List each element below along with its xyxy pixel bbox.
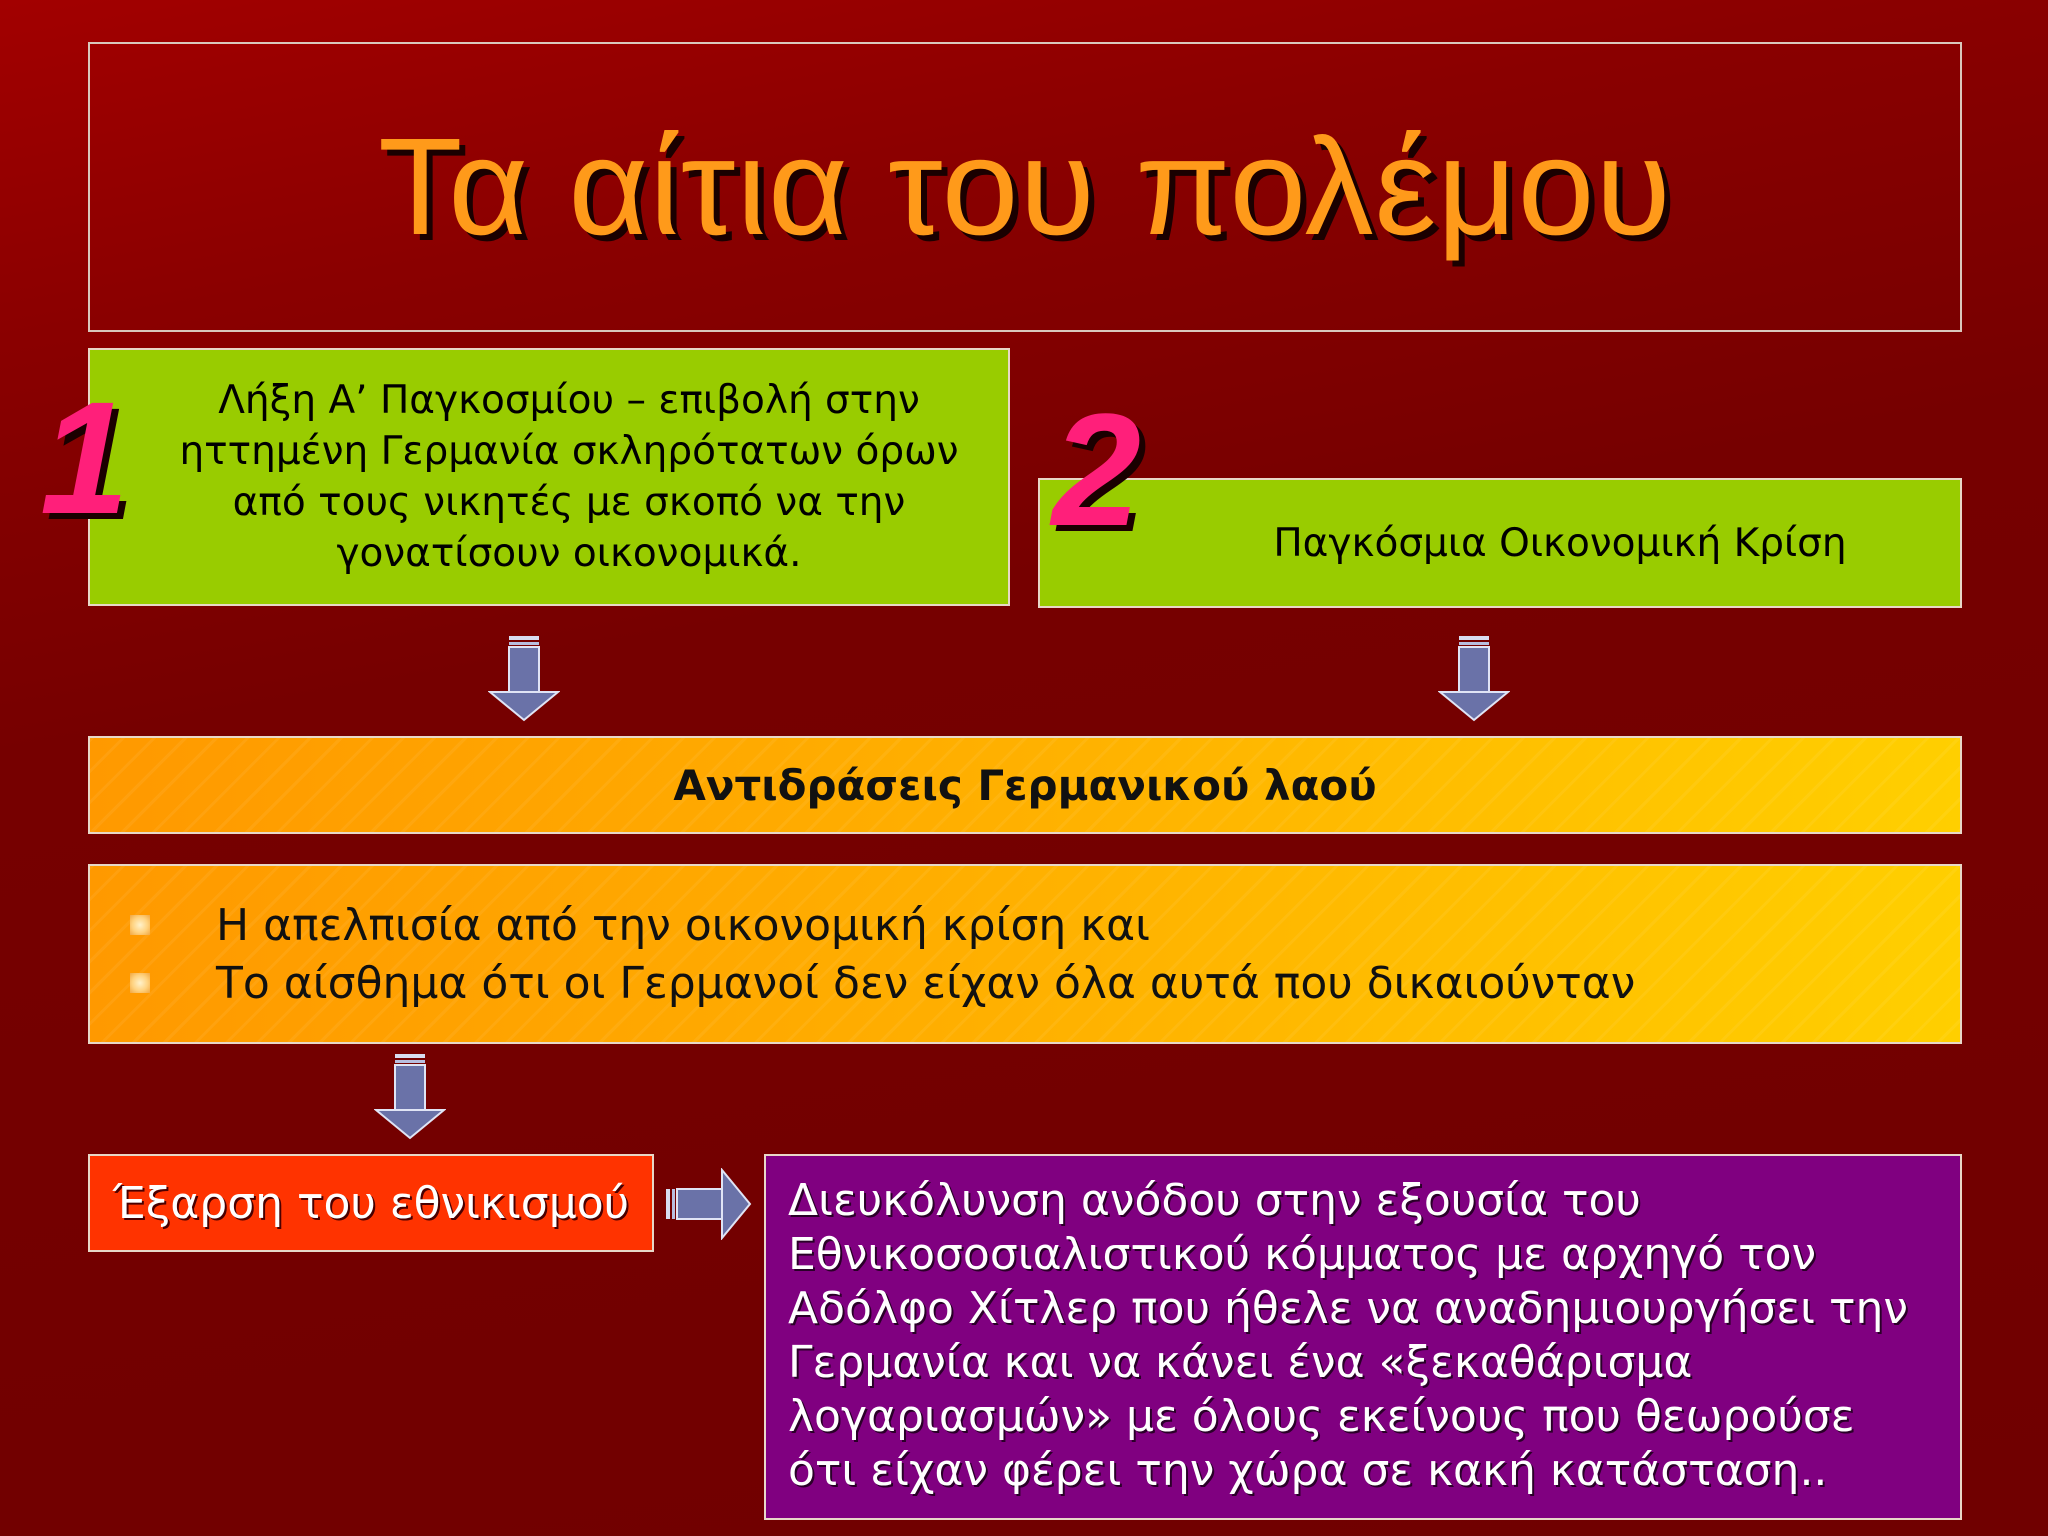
slide-title: Τα αίτια του πολέμου	[378, 109, 1672, 264]
reactions-box	[88, 736, 1962, 834]
arrow-right-icon	[666, 1168, 752, 1240]
cause-1-number: 1	[40, 368, 129, 547]
bullet-text: Το αίσθημα ότι οι Γερμανοί δεν είχαν όλα αυτά που δικαιούνταν	[216, 957, 1636, 1009]
result-line: λογαριασμών» με όλους εκείνους που θεωρούσε	[788, 1391, 1855, 1442]
list-item	[130, 954, 1960, 1012]
reactions-heading: Αντιδράσεις Γερμανικού λαού	[673, 760, 1377, 810]
cause-1-box	[88, 348, 1010, 606]
nationalism-text: Έξαρση του εθνικισμού	[112, 1177, 630, 1229]
nationalism-box	[88, 1154, 654, 1252]
arrow-down-icon	[374, 1054, 446, 1140]
result-box	[764, 1154, 1962, 1520]
bullet-text: Η απελπισία από την οικονομική κρίση και	[216, 899, 1151, 951]
list-item	[130, 896, 1960, 954]
cause-1-text	[179, 375, 958, 579]
arrow-down-icon	[488, 636, 560, 722]
bullet-icon	[130, 915, 150, 935]
cause-1-line: από τους νικητές με σκοπό να την	[232, 480, 906, 525]
result-line: Εθνικοσοσιαλιστικού κόμματος με αρχηγό τον	[788, 1229, 1817, 1280]
title-box	[88, 42, 1962, 332]
arrow-down-icon	[1438, 636, 1510, 722]
cause-1-line: γονατίσουν οικονομικά.	[336, 531, 802, 576]
cause-2-text: Παγκόσμια Οικονομική Κρίση	[1273, 520, 1847, 566]
bullet-icon	[130, 973, 150, 993]
result-line: ότι είχαν φέρει την χώρα σε κακή κατάσταση..	[788, 1445, 1828, 1496]
bullets-box	[88, 864, 1962, 1044]
cause-2-box	[1038, 478, 1962, 608]
result-line: Διευκόλυνση ανόδου στην εξουσία του	[788, 1175, 1641, 1226]
result-line: Αδόλφο Χίτλερ που ήθελε να αναδημιουργήσει την	[788, 1283, 1909, 1334]
cause-1-line: ηττημένη Γερμανία σκληρότατων όρων	[179, 429, 959, 474]
cause-1-line: Λήξη Α’ Παγκοσμίου – επιβολή στην	[218, 378, 920, 423]
cause-2-number: 2	[1052, 380, 1141, 559]
result-line: Γερμανία και να κάνει ένα «ξεκαθάρισμα	[788, 1337, 1693, 1388]
